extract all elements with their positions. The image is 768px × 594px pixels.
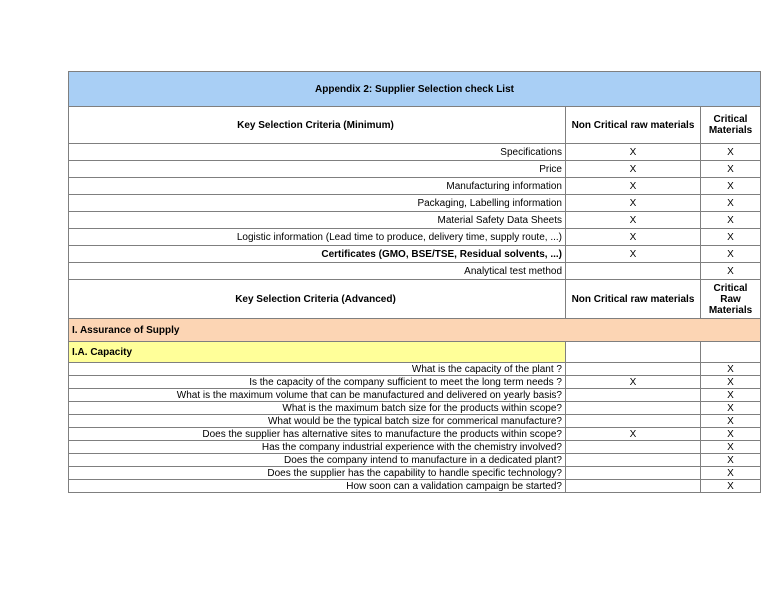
critical-mark: X [701, 415, 761, 428]
section-row [69, 319, 761, 342]
minimum-criteria-rows [69, 144, 761, 280]
criterion-cell: Material Safety Data Sheets [69, 212, 566, 229]
criterion-cell: Does the supplier has alternative sites to manufacture the products within scope? [69, 428, 566, 441]
subsection-row [69, 342, 761, 363]
table-row [69, 467, 761, 480]
criterion-cell: What is the capacity of the plant ? [69, 363, 566, 376]
noncritical-mark: X [566, 376, 701, 389]
table-row [69, 263, 761, 280]
noncritical-mark [566, 467, 701, 480]
critical-mark: X [701, 402, 761, 415]
critical-mark: X [701, 441, 761, 454]
table-row [69, 441, 761, 454]
critical-mark: X [701, 480, 761, 493]
criterion-cell: Analytical test method [69, 263, 566, 280]
critical-mark: X [701, 389, 761, 402]
critical-mark: X [701, 144, 761, 161]
title-row [69, 72, 761, 107]
criterion-cell: Specifications [69, 144, 566, 161]
criterion-cell: Packaging, Labelling information [69, 195, 566, 212]
critical-mark: X [701, 229, 761, 246]
critical-mark: X [701, 263, 761, 280]
noncritical-mark: X [566, 195, 701, 212]
criterion-cell: Has the company industrial experience with the chemistry involved? [69, 441, 566, 454]
table-row [69, 195, 761, 212]
noncritical-mark: X [566, 212, 701, 229]
table-row [69, 402, 761, 415]
criterion-cell: How soon can a validation campaign be started? [69, 480, 566, 493]
critical-mark: X [701, 376, 761, 389]
critical-mark: X [701, 428, 761, 441]
minimum-criteria-heading: Key Selection Criteria (Minimum) [69, 107, 566, 144]
table-title: Appendix 2: Supplier Selection check List [69, 72, 761, 107]
noncritical-column-header: Non Critical raw materials [566, 107, 701, 144]
noncritical-mark: X [566, 144, 701, 161]
noncritical-mark: X [566, 178, 701, 195]
critical-mark: X [701, 195, 761, 212]
table-row [69, 178, 761, 195]
criterion-cell: What is the maximum batch size for the products within scope? [69, 402, 566, 415]
noncritical-mark: X [566, 246, 701, 263]
noncritical-column-header-advanced: Non Critical raw materials [566, 280, 701, 319]
noncritical-mark [566, 263, 701, 280]
table-row [69, 389, 761, 402]
subsection-heading: I.A. Capacity [69, 342, 566, 363]
criterion-cell: What is the maximum volume that can be manufactured and delivered on yearly basis? [69, 389, 566, 402]
criterion-cell: Does the supplier has the capability to handle specific technology? [69, 467, 566, 480]
noncritical-mark: X [566, 161, 701, 178]
critical-mark: X [701, 161, 761, 178]
criterion-cell: Manufacturing information [69, 178, 566, 195]
noncritical-mark [566, 441, 701, 454]
noncritical-mark [566, 415, 701, 428]
table-row [69, 480, 761, 493]
noncritical-mark [566, 389, 701, 402]
criterion-cell: Does the company intend to manufacture in a dedicated plant? [69, 454, 566, 467]
capacity-criteria-rows [69, 363, 761, 493]
critical-mark: X [701, 178, 761, 195]
table-row [69, 376, 761, 389]
noncritical-mark [566, 480, 701, 493]
table-row [69, 415, 761, 428]
critical-column-header: Critical Materials [701, 107, 761, 144]
table-row [69, 454, 761, 467]
critical-mark: X [701, 363, 761, 376]
noncritical-mark: X [566, 428, 701, 441]
criterion-cell: Certificates (GMO, BSE/TSE, Residual solvents, ...) [69, 246, 566, 263]
noncritical-mark [566, 454, 701, 467]
table-row [69, 363, 761, 376]
header-row-advanced [69, 280, 761, 319]
noncritical-mark [566, 363, 701, 376]
table-row [69, 161, 761, 178]
critical-mark: X [701, 212, 761, 229]
noncritical-mark: X [566, 229, 701, 246]
table-row [69, 229, 761, 246]
subsection-empty-cell [566, 342, 701, 363]
criterion-cell: Logistic information (Lead time to produce, delivery time, supply route, ...) [69, 229, 566, 246]
table-row [69, 246, 761, 263]
critical-column-header-advanced: Critical Raw Materials [701, 280, 761, 319]
advanced-criteria-heading: Key Selection Criteria (Advanced) [69, 280, 566, 319]
critical-mark: X [701, 454, 761, 467]
header-row-minimum [69, 107, 761, 144]
table-row [69, 144, 761, 161]
section-heading: I. Assurance of Supply [69, 319, 761, 342]
noncritical-mark [566, 402, 701, 415]
critical-mark: X [701, 467, 761, 480]
criterion-cell: What would be the typical batch size for commerical manufacture? [69, 415, 566, 428]
criterion-cell: Is the capacity of the company sufficient to meet the long term needs ? [69, 376, 566, 389]
criterion-cell: Price [69, 161, 566, 178]
subsection-empty-cell [701, 342, 761, 363]
checklist-table [68, 71, 761, 493]
critical-mark: X [701, 246, 761, 263]
table-row [69, 428, 761, 441]
table-row [69, 212, 761, 229]
